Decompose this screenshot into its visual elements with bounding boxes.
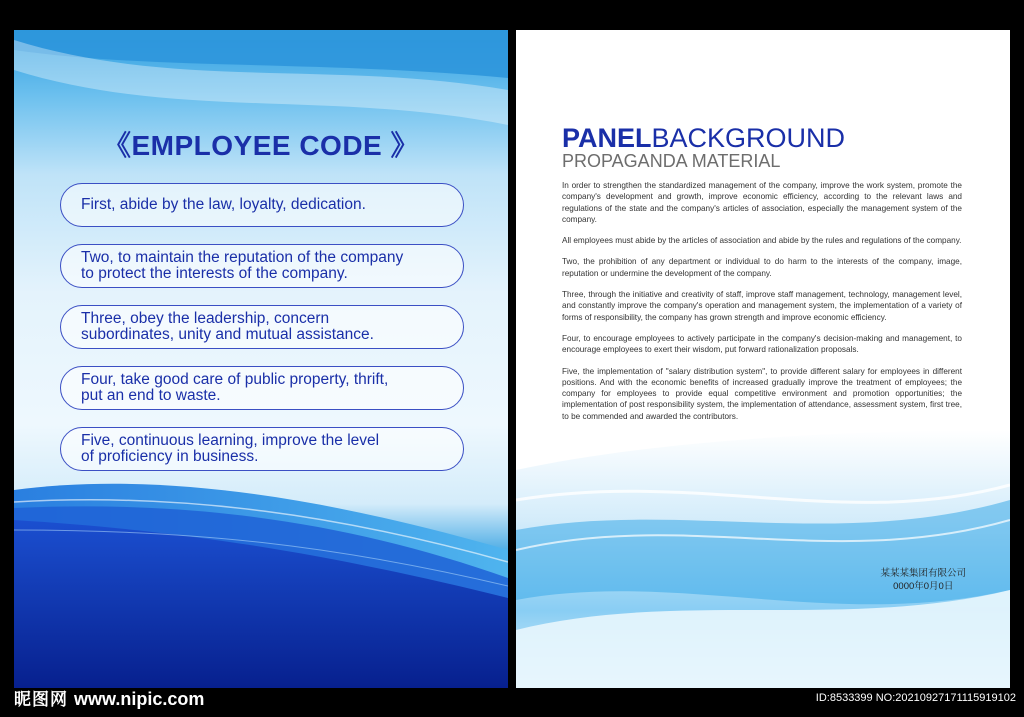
body-paragraph: Five, the implementation of "salary distribution system", to provide different salary for employees in different positions. And with the economic benefits of increased gradually improve the treatment of employees; the company for employees to provide equal competitive environment and promotion opportunities; the implementation of post responsibility system, the implementation of attendance, assessment system, first tree, to be commended and awarded the contributors.	[562, 366, 962, 421]
panel-background-heading: PANELBACKGROUND	[562, 123, 846, 153]
code-item-two	[60, 244, 464, 288]
code-item-text: Four, take good care of public property, thrift, put an end to waste.	[81, 371, 389, 404]
propaganda-subheading: PROPAGANDA MATERIAL	[562, 151, 781, 171]
code-item-three	[60, 305, 464, 349]
body-text	[562, 180, 962, 432]
code-item-first	[60, 183, 464, 227]
company-name: 某某某集团有限公司	[880, 568, 966, 579]
company-signature	[880, 567, 966, 593]
image-id-watermark: ID:8533399 NO:20210927171115919102	[815, 692, 1016, 704]
propaganda-material-panel	[516, 30, 1010, 688]
employee-code-list	[60, 183, 464, 488]
code-item-text: Two, to maintain the reputation of the company to protect the interests of the company.	[81, 249, 404, 282]
nipic-url: www.nipic.com	[74, 689, 205, 709]
code-item-four	[60, 366, 464, 410]
code-item-five	[60, 427, 464, 471]
company-date: 0000年0月0日	[893, 581, 954, 592]
body-paragraph: All employees must abide by the articles of association and abide by the rules and regulations of the company.	[562, 236, 962, 246]
nipic-watermark	[14, 688, 204, 710]
code-item-text: First, abide by the law, loyalty, dedication.	[81, 196, 366, 213]
body-paragraph: In order to strengthen the standardized management of the company, improve the work system, promote the company's development and growth, improve economic efficiency, according to the relevant laws and regulations of the state and the company's articles of association, especially the management system of the company.	[562, 181, 962, 224]
nipic-logo: 昵图网	[14, 690, 68, 709]
code-item-text: Five, continuous learning, improve the level of proficiency in business.	[81, 432, 380, 465]
employee-code-title: 《EMPLOYEE CODE 》	[102, 130, 420, 161]
body-paragraph: Four, to encourage employees to actively participate in the company's decision-making and management, to encourage employees to exert their wisdom, put forward rationalization proposals.	[562, 333, 962, 355]
code-item-text: Three, obey the leadership, concern subordinates, unity and mutual assistance.	[81, 310, 374, 343]
body-paragraph: Three, through the initiative and creativity of staff, improve staff management, technology, management level, and constantly improve the company's operation and management system, the implementation of a variety of forms of responsibility, the company has grown strength and improve economic efficiency.	[562, 290, 962, 322]
body-paragraph: Two, the prohibition of any department or individual to do harm to the interests of the company, image, reputation or undermine the development of the company.	[562, 257, 962, 278]
employee-code-panel	[14, 30, 508, 688]
